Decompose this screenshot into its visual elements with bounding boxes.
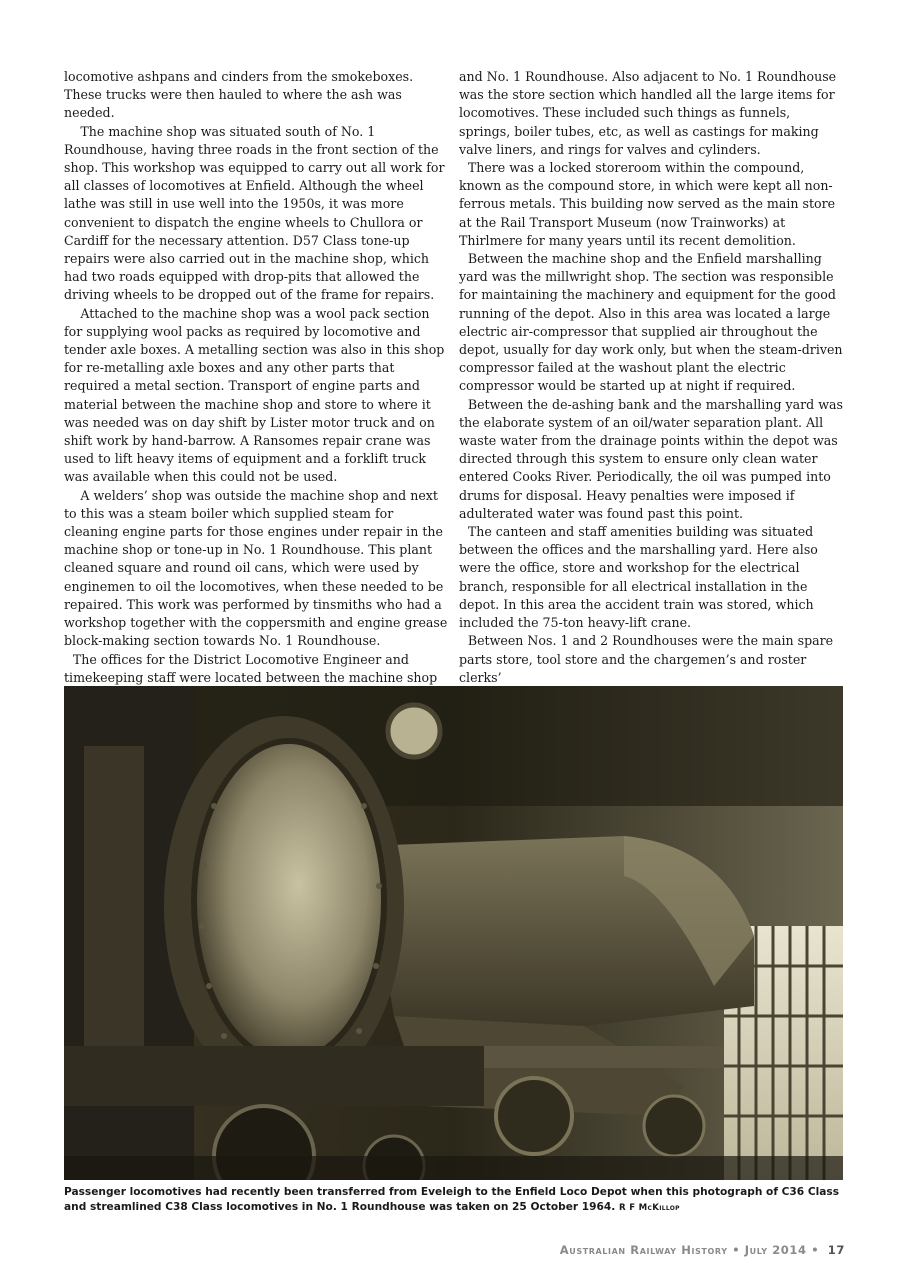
locomotive-photograph [64,686,843,1180]
paragraph: Between the de-ashing bank and the marshalling yard was the elaborate system of an oil/water separation plant. All waste water from the drainage points within the depot was directed through this system to ensure only clean water entered Cooks River. Periodically, the oil was pumped into drums for disposal. Heavy penalties were imposed if adulterated water was found past this point. [459,396,843,521]
caption-text: Passenger locomotives had recently been transferred from Eveleigh to the Enfield Loco Depot when this photograph of C36 Class and streamlined C38 Class locomotives in No. 1 Roundhouse was taken on 25 October 1964. [64,1186,839,1213]
separator: • [732,1243,741,1257]
right-column [459,68,843,687]
paragraph: Between the machine shop and the Enfield marshalling yard was the millwright shop. The section was responsible for maintaining the machinery and equipment for the good running of the depot. Also in this area was located a large electric air-compressor that supplied air throughout the depot, usually for day work only, but when the steam-driven compressor failed at the washout plant the electric compressor would be started up at night if required. [459,251,843,394]
headlight [388,705,440,757]
paragraph: A welders’ shop was outside the machine shop and next to this was a steam boiler which supplied steam for cleaning engine parts for those engines under repair in the machine shop or tone-up in No. 1 Roundhouse. This plant cleaned square and round oil cans, which were used by enginemen to oil the locomotives, when these needed to be repaired. This work was performed by tinsmiths who had a workshop together with the coppersmith and engine grease block-making section towards No. 1 Roundhouse. [64,487,448,649]
photo-illustration [64,686,843,1180]
left-column [64,68,448,687]
paragraph: Between Nos. 1 and 2 Roundhouses were the main spare parts store, tool store and the chargemen’s and roster clerks’ [459,633,834,685]
separator: • [811,1243,820,1257]
paragraph: The machine shop was situated south of No. 1 Roundhouse, having three roads in the front section of the shop. This workshop was equipped to carry out all work for all classes of locomotives at Enfield. Although the wheel lathe was still in use well into the 1950s, it was more convenient to dispatch the engine wheels to Chullora or Cardiff for the necessary attention. D57 Class tone-up repairs were also carried out in the machine shop, which had two roads equipped with drop-pits that allowed the driving wheels to be dropped out of the frame for repairs. [64,123,445,303]
photo-caption [64,1185,854,1216]
paragraph: Attached to the machine shop was a wool pack section for supplying wool packs as required by locomotive and tender axle boxes. A metalling section was also in this shop for re-metalling axle boxes and any other parts that required a metal section. Transport of engine parts and material between the machine shop and store to where it was needed was on day shift by Lister motor truck and on shift work by hand-barrow. A Ransomes repair crane was used to lift heavy items of equipment and a forklift truck was available when this could not be used. [64,305,445,485]
paragraph: The canteen and staff amenities building was situated between the offices and the marshalling yard. Here also were the office, store and workshop for the electrical branch, responsible for all electrical installation in the depot. In this area the accident train was stored, which included the 75-ton heavy-lift crane. [459,524,818,631]
page-footer [560,1243,845,1257]
paragraph: There was a locked storeroom within the compound, known as the compound store, in which were kept all non-ferrous metals. This building now served as the main store at the Rail Transport Museum (now Trainworks) at Thirlmere for many years until its recent demolition. [459,160,836,248]
paragraph: locomotive ashpans and cinders from the smokeboxes. These trucks were then hauled to where the ash was needed. [64,69,414,121]
paragraph: The offices for the District Locomotive Engineer and timekeeping staff were located between the machine shop [64,651,438,685]
issue-date: July 2014 [744,1243,807,1257]
paragraph: and No. 1 Roundhouse. Also adjacent to No. 1 Roundhouse was the store section which handled all the large items for locomotives. These included such things as funnels, springs, boiler tubes, etc, as well as castings for making valve liners, and rings for valves and cylinders. [459,69,837,157]
photo-credit: R F McKillop [619,1203,680,1213]
publication-title: Australian Railway History [559,1243,728,1257]
page-number: 17 [827,1243,845,1257]
